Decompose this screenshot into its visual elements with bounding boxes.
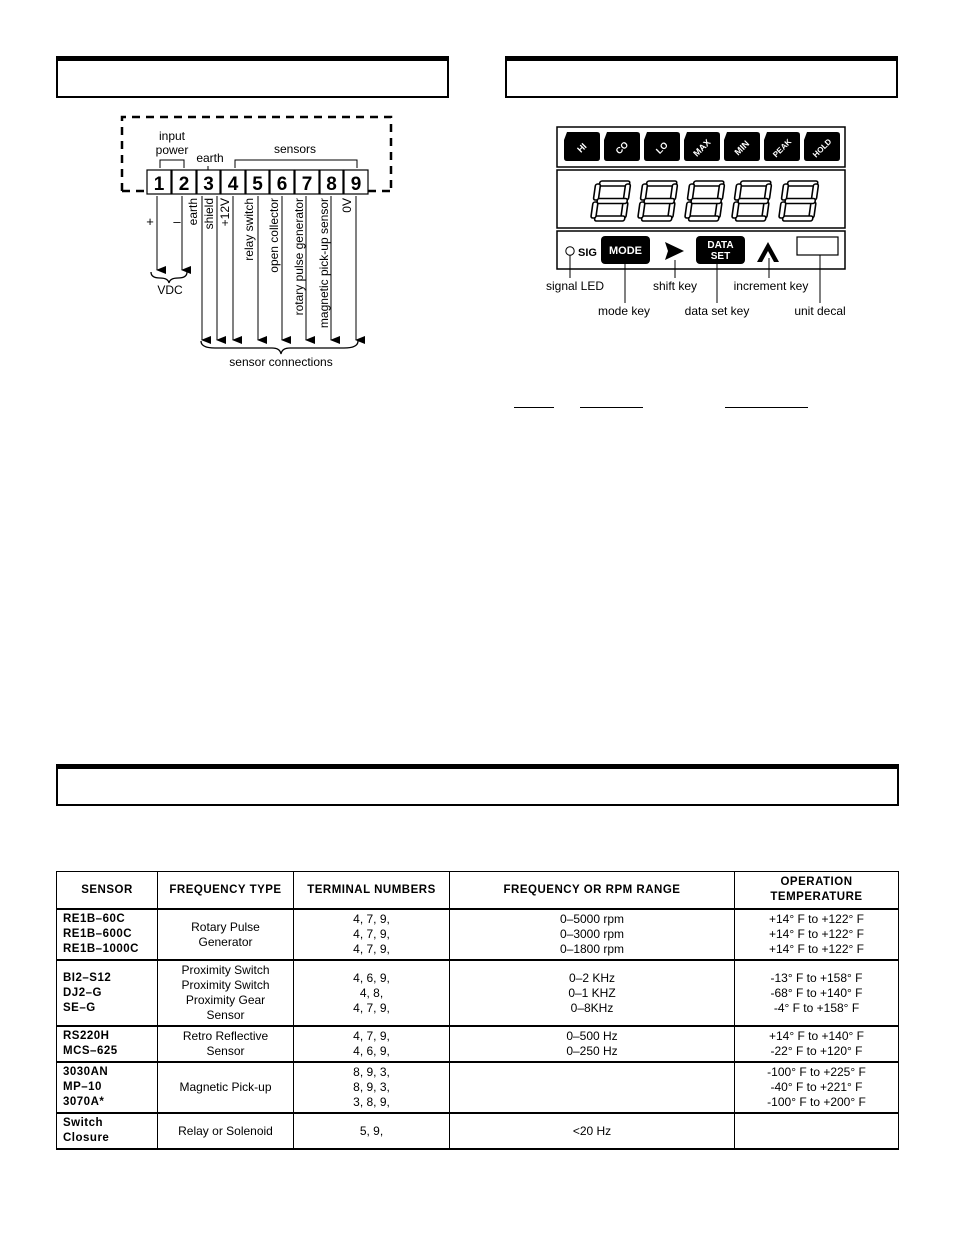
rule-2 [580,407,643,408]
cell-range [450,1062,735,1113]
table-row [57,1113,899,1149]
table-header-row [57,872,899,910]
terminal-function-label-5: open collector [267,198,281,273]
table-row [57,909,899,960]
vdc-label: VDC [157,283,183,297]
cell-temp: -100° F to +225° F -40° F to +221° F -100° F to +200° F [735,1062,899,1113]
header-terminal-numbers: TERMINAL NUMBERS [294,872,450,910]
terminal-6-number: 6 [276,174,288,195]
cell-type: Magnetic Pick-up [158,1062,294,1113]
terminal-2-number: 2 [178,174,190,195]
terminal-function-label-6: rotary pulse generator [292,198,306,316]
terminal-function-label-3: +12V [218,198,232,227]
power-label: power [155,143,189,157]
signal-led-callout: signal LED [545,279,605,293]
table-row [57,960,899,1026]
terminal-9-number: 9 [350,174,362,195]
terminal-function-label-4: relay switch [242,198,256,261]
cell-temp: -13° F to +158° F -68° F to +140° F -4° F to +158° F [735,960,899,1026]
annunciator-hold-label: HOLD [811,137,834,160]
unit-decal-callout: unit decal [794,304,846,318]
terminal-8-number: 8 [326,174,337,195]
data-set-line2: SET [710,251,731,262]
annunciator-co-label: CO [613,139,631,157]
data-set-key-callout: data set key [684,304,750,318]
sensor-connections-brace [201,341,358,354]
terminal-4-number: 4 [227,174,239,195]
vdc-brace [151,272,187,283]
cell-range: 0–500 Hz 0–250 Hz [450,1026,735,1062]
panel-section-header [505,56,898,98]
rule-3 [725,407,808,408]
cell-type: Rotary Pulse Generator [158,909,294,960]
cell-terminals: 4, 6, 9, 4, 8, 4, 7, 9, [294,960,450,1026]
sensors-label: sensors [273,142,317,156]
annunciator-max-label: MAX [691,137,713,159]
cell-terminals: 8, 9, 3, 8, 9, 3, 3, 8, 9, [294,1062,450,1113]
header-operation-temperature: OPERATION TEMPERATURE [735,872,899,910]
sig-label: SIG [578,247,597,259]
cell-sensor: 3030AN MP–10 3070A* [57,1062,158,1113]
cell-type: Retro Reflective Sensor [158,1026,294,1062]
terminal-7-number: 7 [301,174,313,195]
table-row [57,1062,899,1113]
header-frequency-range: FREQUENCY OR RPM RANGE [450,872,735,910]
sensor-connections-label: sensor connections [229,355,333,369]
unit-decal [797,237,838,255]
header-sensor: SENSOR [57,872,158,910]
wiring-diagram [100,110,420,380]
cell-sensor: Switch Closure [57,1113,158,1149]
sensor-spec-table [56,871,899,1150]
header-frequency-type: FREQUENCY TYPE [158,872,294,910]
increment-key-callout: increment key [733,279,809,293]
annunciator-hi-label: HI [575,141,589,155]
cell-type: Relay or Solenoid [158,1113,294,1149]
cell-sensor: RS220H MCS–625 [57,1026,158,1062]
table-row [57,1026,899,1062]
input-label: input [158,129,186,143]
signal-led [566,247,574,255]
data-set-line1: DATA [707,240,734,251]
terminal-function-label-8: 0V [340,198,354,213]
terminal-1-number: 1 [153,174,165,195]
cell-sensor: BI2–S12 DJ2–G SE–G [57,960,158,1026]
cell-range: 0–5000 rpm 0–3000 rpm 0–1800 rpm [450,909,735,960]
cell-terminals: 4, 7, 9, 4, 7, 9, 4, 7, 9, [294,909,450,960]
front-panel-diagram [540,120,860,330]
cell-temp: +14° F to +140° F -22° F to +120° F [735,1026,899,1062]
cell-sensor: RE1B–60C RE1B–600C RE1B–1000C [57,909,158,960]
minus-sign: – [173,214,181,229]
annunciator-lo-label: LO [653,139,670,156]
sensor-table-section-header [56,764,899,806]
terminal-function-label-7: magnetic pick-up sensor [317,198,331,329]
annunciator-peak-label: PEAK [771,137,794,160]
cell-temp: +14° F to +122° F +14° F to +122° F +14° F to +122° F [735,909,899,960]
terminal-3-number: 3 [203,174,214,195]
mode-key-callout: mode key [597,304,651,318]
cell-range: 0–2 KHz 0–1 KHZ 0–8KHz [450,960,735,1026]
mode-key-label: MODE [609,245,642,257]
cell-terminals: 5, 9, [294,1113,450,1149]
cell-terminals: 4, 7, 9, 4, 6, 9, [294,1026,450,1062]
cell-temp [735,1113,899,1149]
terminal-function-label-2: shield [202,198,216,230]
shift-key-callout: shift key [652,279,698,293]
terminal-function-label-1: earth [186,198,200,226]
annunciator-min-label: MIN [732,138,752,158]
cell-range: <20 Hz [450,1113,735,1149]
wiring-section-header [56,56,449,98]
plus-sign: + [146,214,154,229]
rule-1 [514,407,554,408]
terminal-5-number: 5 [252,174,263,195]
earth-top-label: earth [196,151,224,165]
cell-type: Proximity Switch Proximity Switch Proximity Gear Sensor [158,960,294,1026]
